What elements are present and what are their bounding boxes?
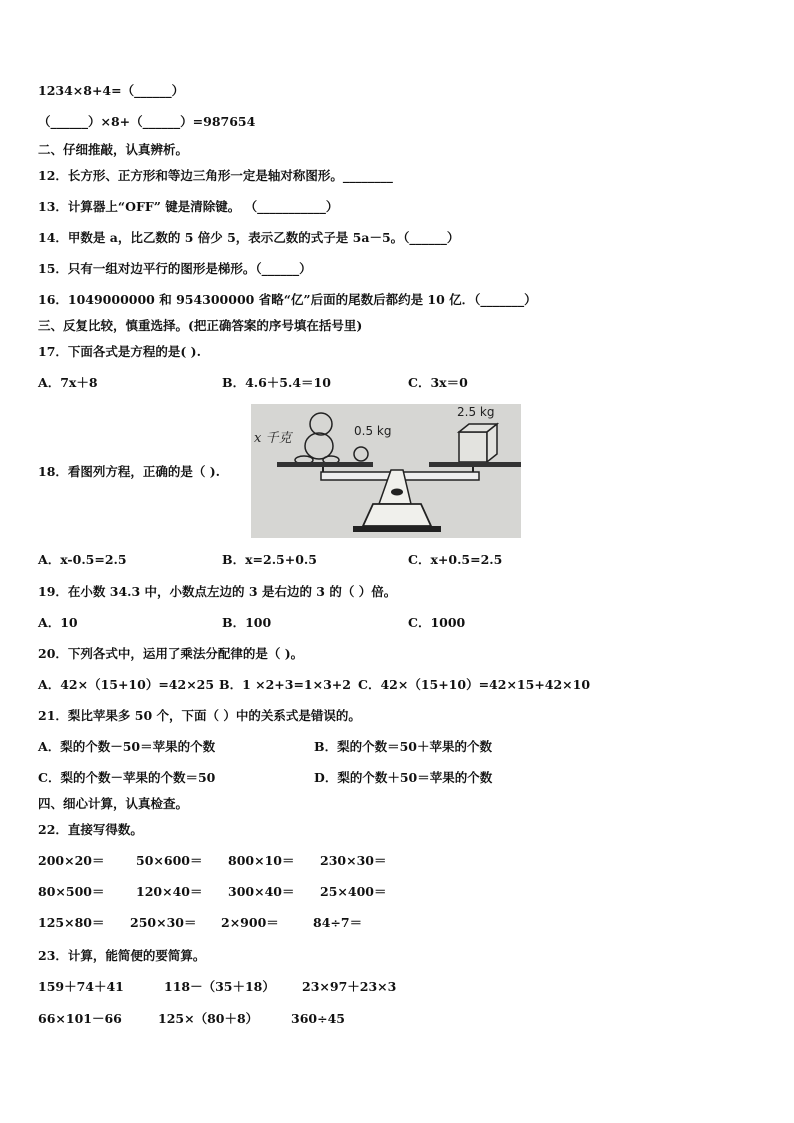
pillar-eye [391,489,403,496]
section-3-heading: 三、反复比较，慎重选择。(把正确答案的序号填在括号里) [38,318,363,333]
q11-line-1: 1234×8+4=（______） [38,83,185,98]
q19-option-b: B．100 [222,615,272,630]
q22-item: 230×30＝ [320,853,387,868]
question-13: 13．计算器上“OFF” 键是清除键。 （___________） [38,199,339,214]
q21-option-b: B．梨的个数＝50＋苹果的个数 [314,739,492,754]
question-16: 16．1049000000 和 954300000 省略“亿”后面的尾数后都约是 10 亿．（_______） [38,292,537,307]
figure-ball-label: 0.5 kg [354,424,392,438]
q21-option-d: D．梨的个数＋50＝苹果的个数 [314,770,493,785]
q19-option-a: A．10 [38,615,78,630]
figure-x-label: x 千克 [254,431,292,446]
question-23: 23．计算，能简便的要简算。 [38,948,206,963]
q22-item: 120×40＝ [136,884,203,899]
question-17: 17．下面各式是方程的是( ). [38,344,201,359]
q23-item: 66×101－66 [38,1011,122,1026]
balance-scale-figure [251,404,521,538]
q22-item: 2×900＝ [221,915,279,930]
q11-line-2: （______）×8+（______）=987654 [38,114,256,129]
section-4-heading: 四、细心计算，认真检查。 [38,796,189,811]
q23-item: 159＋74＋41 [38,979,124,994]
q20-option-a: A．42×（15+10）=42×25 [38,677,215,692]
scale-foot [353,526,441,532]
question-22: 22．直接写得数。 [38,822,143,837]
q20-option-b: B．1 ×2+3=1×3+2 [219,677,351,692]
q21-option-a: A．梨的个数－50＝苹果的个数 [38,739,216,754]
q22-item: 50×600＝ [136,853,203,868]
q22-item: 84÷7＝ [313,915,363,930]
question-20: 20．下列各式中，运用了乘法分配律的是（ )。 [38,646,304,661]
q18-option-b: B．x=2.5+0.5 [222,552,317,567]
q17-option-b: B．4.6＋5.4＝10 [222,375,331,390]
question-12: 12．长方形、正方形和等边三角形一定是轴对称图形。________ [38,168,393,183]
q22-item: 125×80＝ [38,915,105,930]
q22-item: 800×10＝ [228,853,295,868]
q22-item: 80×500＝ [38,884,105,899]
q23-item: 118－（35＋18） [164,979,275,994]
q17-option-a: A．7x＋8 [38,375,98,390]
figure-box-label: 2.5 kg [457,405,495,419]
section-2-heading: 二、仔细推敲，认真辨析。 [38,142,189,157]
question-15: 15．只有一组对边平行的图形是梯形。（______） [38,261,312,276]
q22-item: 250×30＝ [130,915,197,930]
question-19: 19．在小数 34.3 中，小数点左边的 3 是右边的 3 的（ ）倍。 [38,584,397,599]
right-pan [429,462,521,467]
q22-item: 300×40＝ [228,884,295,899]
question-14: 14．甲数是 a，比乙数的 5 倍少 5，表示乙数的式子是 5a－5。（______） [38,230,460,245]
question-21: 21．梨比苹果多 50 个，下面（ ）中的关系式是错误的。 [38,708,361,723]
q21-option-c: C．梨的个数－苹果的个数＝50 [38,770,216,785]
q23-item: 125×（80＋8） [158,1011,259,1026]
scale-base [363,504,431,526]
q23-item: 360÷45 [291,1011,345,1026]
left-pan [277,462,373,467]
question-18: 18．看图列方程，正确的是（ ). [38,464,221,479]
q19-option-c: C．1000 [408,615,466,630]
q18-option-a: A．x-0.5=2.5 [38,552,127,567]
q23-item: 23×97＋23×3 [302,979,397,994]
q22-item: 200×20＝ [38,853,105,868]
q17-option-c: C．3x＝0 [408,375,468,390]
q22-item: 25×400＝ [320,884,387,899]
q20-option-c: C．42×（15+10）=42×15+42×10 [358,677,591,692]
cube-weight [459,424,497,462]
q18-option-c: C．x+0.5=2.5 [408,552,503,567]
